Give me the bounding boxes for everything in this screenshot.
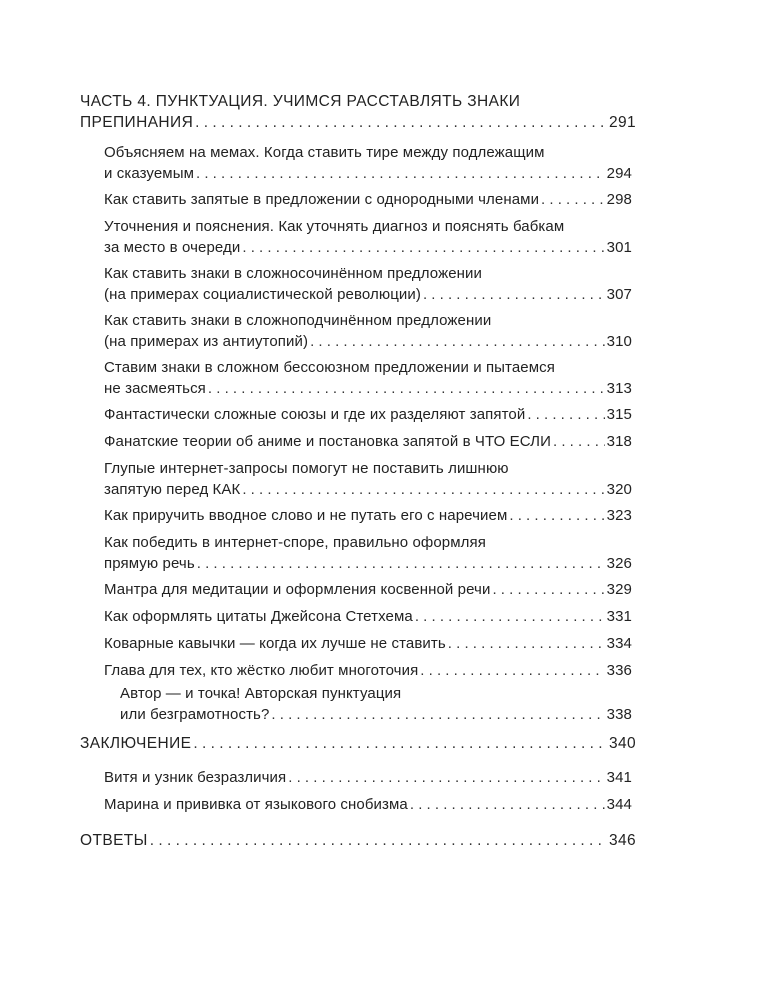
toc-item-title: Коварные кавычки — когда их лучше не ставить (104, 635, 446, 652)
toc-item-page: 344 (606, 796, 632, 813)
toc-item-page: 294 (606, 165, 632, 182)
toc-subitem[interactable] (120, 683, 632, 725)
toc-item-title: Как приручить вводное слово и не путать его с наречием (104, 507, 508, 524)
toc-item[interactable] (104, 606, 632, 627)
toc-part-4-page: 291 (608, 114, 636, 131)
toc-item-title-line2: за место в очереди (104, 239, 241, 256)
toc-item-title: Как ставить запятые в предложении с однородными членами (104, 191, 540, 208)
toc-item[interactable] (104, 263, 632, 305)
dot-leader (423, 284, 605, 305)
dot-leader (448, 633, 605, 654)
toc-conclusion[interactable] (80, 733, 636, 754)
toc-item-title: Мантра для медитации и оформления косвенной речи (104, 581, 491, 598)
dot-leader (150, 830, 607, 851)
toc-item[interactable] (104, 216, 632, 258)
toc-item-title: Глава для тех, кто жёстко любит многоточия (104, 662, 419, 679)
toc-item-title-line1: Уточнения и пояснения. Как уточнять диагноз и пояснять бабкам (104, 218, 565, 235)
toc-item[interactable] (104, 767, 632, 788)
dot-leader (242, 237, 604, 258)
toc-item-title-line2: (на примерах социалистической революции) (104, 286, 421, 303)
dot-leader (509, 505, 604, 526)
toc-item-page: 331 (606, 608, 632, 625)
toc-item-page: 310 (606, 333, 632, 350)
toc-subitem-title-line1: Автор — и точка! Авторская пунктуация (120, 685, 402, 702)
toc-item[interactable] (104, 458, 632, 500)
toc-answers-title: ОТВЕТЫ (80, 832, 148, 849)
toc-conclusion-title: ЗАКЛЮЧЕНИЕ (80, 735, 192, 752)
toc-item-page: 298 (606, 191, 632, 208)
toc-item-title: Марина и прививка от языкового снобизма (104, 796, 408, 813)
toc-item-title: Витя и узник безразличия (104, 769, 287, 786)
toc-item-page: 318 (606, 433, 632, 450)
toc-item[interactable] (104, 431, 632, 452)
toc-item[interactable] (104, 633, 632, 654)
dot-leader (420, 660, 604, 681)
toc-item-page: 320 (606, 481, 632, 498)
toc-item-title: Как оформлять цитаты Джейсона Стетхема (104, 608, 413, 625)
toc-item[interactable] (104, 310, 632, 352)
toc-item-page: 341 (606, 769, 632, 786)
dot-leader (242, 479, 604, 500)
toc-item[interactable] (104, 505, 632, 526)
toc-item-page: 334 (606, 635, 632, 652)
toc-answers[interactable] (80, 830, 636, 851)
toc-item-title-line1: Как ставить знаки в сложноподчинённом предложении (104, 312, 492, 329)
dot-leader (527, 404, 604, 425)
toc-item-title-line2: запятую перед КАК (104, 481, 241, 498)
dot-leader (208, 378, 605, 399)
toc-subitem-page: 338 (606, 706, 632, 723)
toc-item-title-line1: Как ставить знаки в сложносочинённом предложении (104, 265, 482, 282)
toc-item-title-line2: и сказуемым (104, 165, 195, 182)
toc-item[interactable] (104, 404, 632, 425)
dot-leader (196, 163, 605, 184)
toc-item-title-line2: (на примерах из антиутопий) (104, 333, 309, 350)
toc-subitem-title-line2: или безграмотность? (120, 706, 270, 723)
toc-part-4-title-line2: ПРЕПИНАНИЯ (80, 114, 194, 131)
toc-item[interactable] (104, 660, 632, 681)
toc-item[interactable] (104, 794, 632, 815)
toc-item-title-line1: Объясняем на мемах. Когда ставить тире между подлежащим (104, 144, 545, 161)
toc-item[interactable] (104, 532, 632, 574)
dot-leader (271, 704, 604, 725)
toc-item-title-line1: Как победить в интернет-споре, правильно оформляя (104, 534, 486, 551)
dot-leader (492, 579, 604, 600)
toc-item-page: 336 (606, 662, 632, 679)
dot-leader (553, 431, 605, 452)
toc-item-title-line2: не засмеяться (104, 380, 206, 397)
dot-leader (310, 331, 605, 352)
toc-part-4[interactable] (80, 91, 636, 133)
dot-leader (410, 794, 605, 815)
toc-item[interactable] (104, 189, 632, 210)
toc-item-page: 323 (606, 507, 632, 524)
dot-leader (193, 733, 607, 754)
dot-leader (415, 606, 605, 627)
toc-item-page: 329 (606, 581, 632, 598)
toc-conclusion-page: 340 (608, 735, 636, 752)
toc-item-title-line2: прямую речь (104, 555, 195, 572)
toc-item-page: 313 (606, 380, 632, 397)
toc-item-title-line1: Ставим знаки в сложном бессоюзном предложении и пытаемся (104, 359, 555, 376)
toc-item-page: 315 (606, 406, 632, 423)
toc-item[interactable] (104, 142, 632, 184)
toc-item-title: Фанатские теории об аниме и постановка запятой в ЧТО ЕСЛИ (104, 433, 552, 450)
toc-item[interactable] (104, 357, 632, 399)
toc-answers-page: 346 (608, 832, 636, 849)
dot-leader (195, 112, 607, 133)
dot-leader (288, 767, 604, 788)
toc-part-4-title-line1: ЧАСТЬ 4. ПУНКТУАЦИЯ. УЧИМСЯ РАССТАВЛЯТЬ ЗНАКИ (80, 93, 521, 110)
toc-item-page: 301 (606, 239, 632, 256)
dot-leader (197, 553, 605, 574)
dot-leader (541, 189, 605, 210)
toc-item[interactable] (104, 579, 632, 600)
toc-item-page: 326 (606, 555, 632, 572)
toc-item-title: Фантастически сложные союзы и где их разделяют запятой (104, 406, 526, 423)
toc-item-page: 307 (606, 286, 632, 303)
toc-item-title-line1: Глупые интернет-запросы помогут не поставить лишнюю (104, 460, 509, 477)
